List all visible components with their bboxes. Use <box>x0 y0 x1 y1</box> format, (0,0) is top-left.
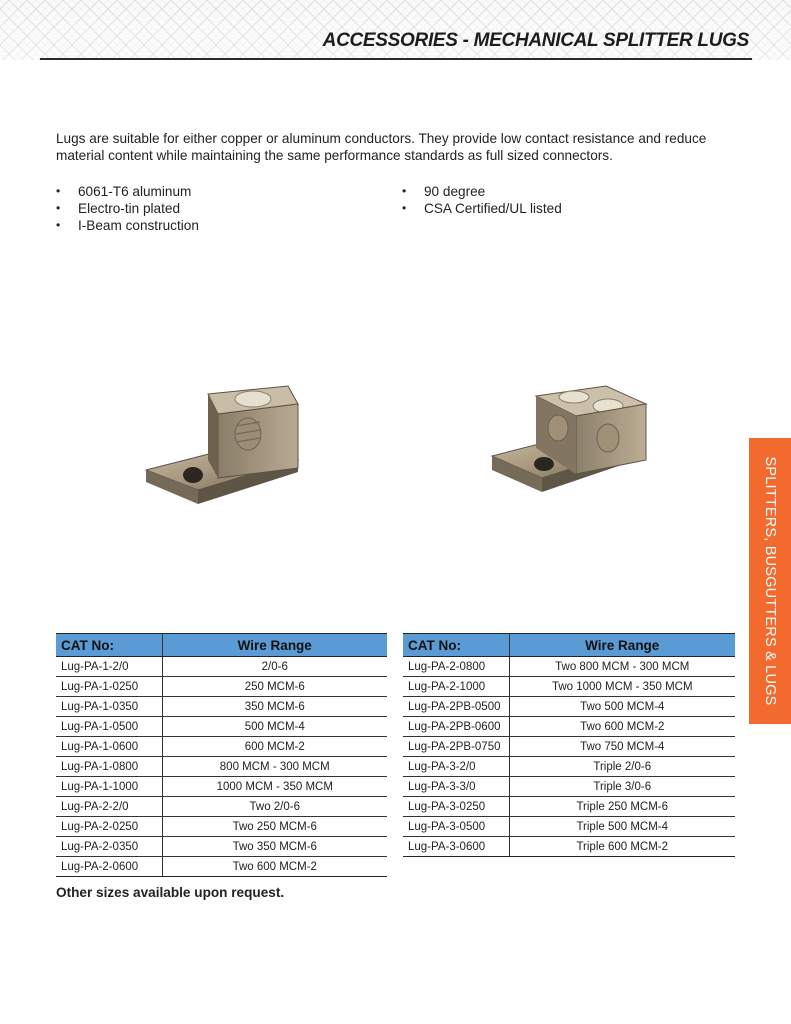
wire-range-cell: Triple 3/0-6 <box>509 777 735 797</box>
table-row <box>403 777 735 797</box>
spec-table-right <box>403 633 735 857</box>
cat-cell: Lug-PA-2-0250 <box>56 817 162 837</box>
wire-range-cell: Triple 500 MCM-4 <box>509 817 735 837</box>
feature-item: • Electro-tin plated <box>56 200 199 217</box>
table-row <box>403 817 735 837</box>
table-row <box>403 737 735 757</box>
wire-range-cell: Two 500 MCM-4 <box>509 697 735 717</box>
table-row <box>56 857 387 877</box>
table-row <box>56 717 387 737</box>
cat-cell: Lug-PA-2-2/0 <box>56 797 162 817</box>
cat-cell: Lug-PA-1-0600 <box>56 737 162 757</box>
wire-range-cell: Two 600 MCM-2 <box>509 717 735 737</box>
single-lug-photo <box>138 378 318 518</box>
wire-range-cell: Triple 600 MCM-2 <box>509 837 735 857</box>
table-header-row <box>56 634 387 657</box>
table-row <box>403 717 735 737</box>
cat-cell: Lug-PA-3-0250 <box>403 797 509 817</box>
table-row <box>56 697 387 717</box>
wire-range-cell: Two 1000 MCM - 350 MCM <box>509 677 735 697</box>
column-header-cat: CAT No: <box>403 634 509 657</box>
feature-item: • 6061-T6 aluminum <box>56 183 199 200</box>
table-row <box>56 777 387 797</box>
table-row <box>403 757 735 777</box>
cat-cell: Lug-PA-1-2/0 <box>56 657 162 677</box>
wire-range-cell: 800 MCM - 300 MCM <box>162 757 387 777</box>
table-row <box>403 837 735 857</box>
table-row <box>56 797 387 817</box>
table-row <box>56 817 387 837</box>
feature-list-right <box>402 183 562 217</box>
cat-cell: Lug-PA-2-0350 <box>56 837 162 857</box>
page-title: ACCESSORIES - MECHANICAL SPLITTER LUGS <box>322 30 749 51</box>
table-header-row <box>403 634 735 657</box>
feature-item: • 90 degree <box>402 183 562 200</box>
table-row <box>403 657 735 677</box>
feature-item: • CSA Certified/UL listed <box>402 200 562 217</box>
table-row <box>56 737 387 757</box>
wire-range-cell: Two 2/0-6 <box>162 797 387 817</box>
wire-range-cell: 250 MCM-6 <box>162 677 387 697</box>
feature-item: • I-Beam construction <box>56 217 199 234</box>
cat-cell: Lug-PA-2PB-0600 <box>403 717 509 737</box>
spec-table-left <box>56 633 387 877</box>
table-row <box>56 657 387 677</box>
cat-cell: Lug-PA-3-0500 <box>403 817 509 837</box>
cat-cell: Lug-PA-2-0800 <box>403 657 509 677</box>
availability-note: Other sizes available upon request. <box>56 885 285 900</box>
column-header-wire-range: Wire Range <box>509 634 735 657</box>
wire-range-cell: 600 MCM-2 <box>162 737 387 757</box>
side-tab-label: SPLITTERS, BUSGUTTERS & LUGS <box>762 456 778 706</box>
cat-cell: Lug-PA-3-3/0 <box>403 777 509 797</box>
cat-cell: Lug-PA-3-2/0 <box>403 757 509 777</box>
cat-cell: Lug-PA-1-0350 <box>56 697 162 717</box>
cat-cell: Lug-PA-1-0500 <box>56 717 162 737</box>
cat-cell: Lug-PA-1-1000 <box>56 777 162 797</box>
intro-paragraph: Lugs are suitable for either copper or aluminum conductors. They provide low contact resistance and reduce material content while maintaining the same performance standards as full sized connectors. <box>56 130 707 163</box>
cat-cell: Lug-PA-2-1000 <box>403 677 509 697</box>
column-header-cat: CAT No: <box>56 634 162 657</box>
table-row <box>403 677 735 697</box>
cat-cell: Lug-PA-3-0600 <box>403 837 509 857</box>
column-header-wire-range: Wire Range <box>162 634 387 657</box>
feature-list-left <box>56 183 199 234</box>
wire-range-cell: Two 800 MCM - 300 MCM <box>509 657 735 677</box>
cat-cell: Lug-PA-2PB-0750 <box>403 737 509 757</box>
table-row <box>56 757 387 777</box>
table-row <box>56 837 387 857</box>
double-lug-photo <box>486 382 666 522</box>
wire-range-cell: Two 750 MCM-4 <box>509 737 735 757</box>
wire-range-cell: 500 MCM-4 <box>162 717 387 737</box>
title-rule <box>40 58 752 60</box>
wire-range-cell: Triple 2/0-6 <box>509 757 735 777</box>
wire-range-cell: 350 MCM-6 <box>162 697 387 717</box>
wire-range-cell: Two 600 MCM-2 <box>162 857 387 877</box>
cat-cell: Lug-PA-1-0250 <box>56 677 162 697</box>
wire-range-cell: Triple 250 MCM-6 <box>509 797 735 817</box>
cat-cell: Lug-PA-1-0800 <box>56 757 162 777</box>
table-row <box>403 797 735 817</box>
cat-cell: Lug-PA-2PB-0500 <box>403 697 509 717</box>
table-row <box>403 697 735 717</box>
wire-range-cell: 2/0-6 <box>162 657 387 677</box>
wire-range-cell: 1000 MCM - 350 MCM <box>162 777 387 797</box>
cat-cell: Lug-PA-2-0600 <box>56 857 162 877</box>
wire-range-cell: Two 350 MCM-6 <box>162 837 387 857</box>
table-row <box>56 677 387 697</box>
wire-range-cell: Two 250 MCM-6 <box>162 817 387 837</box>
